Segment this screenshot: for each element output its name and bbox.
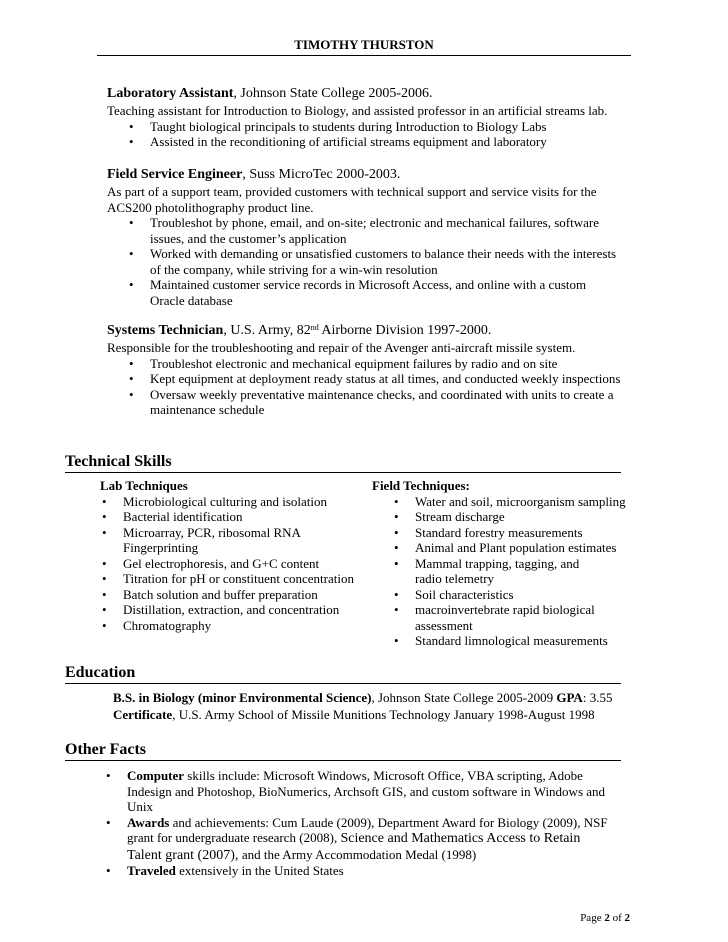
list-item: • Gel electrophoresis, and G+C content [102, 555, 320, 571]
job-heading [107, 167, 622, 183]
job-employer: , Johnson State College 2005-2006. [233, 86, 433, 101]
lab-techniques-column [100, 478, 365, 633]
job-entry [107, 86, 627, 150]
job-entry [107, 323, 622, 418]
list-item: • Bacterial identification [102, 509, 243, 524]
list-item: • Maintained customer service records in Microsoft Access, and online with a custom Oracle database [129, 277, 587, 308]
job-title: Laboratory Assistant [107, 86, 234, 101]
list-item: • Animal and Plant population estimates [394, 540, 617, 555]
job-title: Systems Technician [107, 323, 224, 338]
field-techniques-column [372, 478, 634, 649]
field-techniques-heading: Field Techniques: [372, 478, 470, 493]
list-item: • Microarray, PCR, ribosomal RNA Fingerprinting [102, 524, 301, 555]
list-item: • Water and soil, microorganism sampling [394, 493, 626, 509]
section-heading-technical-skills: Technical Skills [65, 453, 621, 473]
list-item: • Traveled extensively in the United States [106, 863, 344, 878]
list-item: • Titration for pH or constituent concentration [102, 571, 354, 586]
other-facts-list [104, 768, 626, 879]
section-heading-other-facts: Other Facts [65, 741, 621, 761]
list-item: • Worked with demanding or unsatisfied customers to balance their needs with the interests of the company, while striving for a win-win resolution [129, 246, 617, 277]
job-heading [107, 86, 627, 102]
list-item: • Kept equipment at deployment ready status at all times, and conducted weekly inspections [129, 371, 621, 386]
job-entry [107, 167, 622, 308]
job-heading: Systems Technician, U.S. Army, 82nd Airborne Division 1997-2000. [107, 323, 492, 338]
list-item: • Mammal trapping, tagging, and radio telemetry [394, 555, 580, 586]
list-item: • Awards and achievements: Cum Laude (2009), Department Award for Biology (2009), NSF grant for undergraduate research (2008), Science and Mathematics Access to Retain Talent grant (2007), and the Army Accommodation Medal (1998) [106, 814, 608, 863]
list-item: • Computer skills include: Microsoft Windows, Microsoft Office, VBA scripting, Adobe Indesign and Photoshop, BioNumerics, Archsoft GIS, and custom software in Windows and Unix [106, 768, 606, 814]
field-techniques-list [392, 494, 634, 649]
list-item: • Standard limnological measurements [394, 633, 608, 648]
job-employer: , Suss MicroTec 2000-2003. [242, 167, 401, 182]
job-title: Field Service Engineer [107, 167, 243, 182]
job-description: Teaching assistant for Introduction to Biology, and assisted professor in an artificial streams lab. [107, 103, 608, 118]
list-item: • Batch solution and buffer preparation [102, 586, 318, 602]
list-item: • Assisted in the reconditioning of artificial streams equipment and laboratory [129, 134, 547, 149]
lab-techniques-heading: Lab Techniques [100, 478, 188, 493]
job-bullets [107, 215, 622, 308]
section-heading-education: Education [65, 664, 621, 684]
list-item: • Troubleshot electronic and mechanical equipment failures by radio and on site [129, 355, 558, 371]
lab-techniques-list [100, 494, 365, 634]
job-bullets [107, 356, 622, 418]
page-number: Page 2 of 2 [580, 912, 630, 924]
list-item: • Soil characteristics [394, 586, 514, 602]
list-item: • Taught biological principals to students during Introduction to Biology Labs [129, 118, 547, 134]
job-description: Responsible for the troubleshooting and repair of the Avenger anti-aircraft missile system. [107, 340, 576, 355]
list-item: • Troubleshot by phone, email, and on-site; electronic and mechanical failures, software issues, and the customer’s application [129, 215, 599, 246]
job-description: As part of a support team, provided customers with technical support and service visits for the ACS200 photolithography product line. [107, 184, 597, 215]
list-item: • Microbiological culturing and isolation [102, 493, 327, 509]
list-item: • macroinvertebrate rapid biological assessment [394, 602, 595, 633]
list-item: • Oversaw weekly preventative maintenance checks, and coordinated with units to create a maintenance schedule [129, 386, 614, 417]
list-item: • Stream discharge [394, 509, 505, 524]
education-entries [113, 690, 623, 722]
certificate-line: Certificate, U.S. Army School of Missile Munitions Technology January 1998-August 1998 [113, 706, 595, 722]
list-item: • Standard forestry measurements [394, 524, 583, 540]
header-divider [97, 55, 631, 56]
list-item: • Chromatography [102, 617, 212, 633]
resume-name: TIMOTHY THURSTON [294, 37, 434, 52]
list-item: • Distillation, extraction, and concentration [102, 602, 340, 617]
job-bullets [107, 119, 627, 150]
degree-line: B.S. in Biology (minor Environmental Science), Johnson State College 2005-2009 GPA: 3.55 [113, 690, 613, 705]
